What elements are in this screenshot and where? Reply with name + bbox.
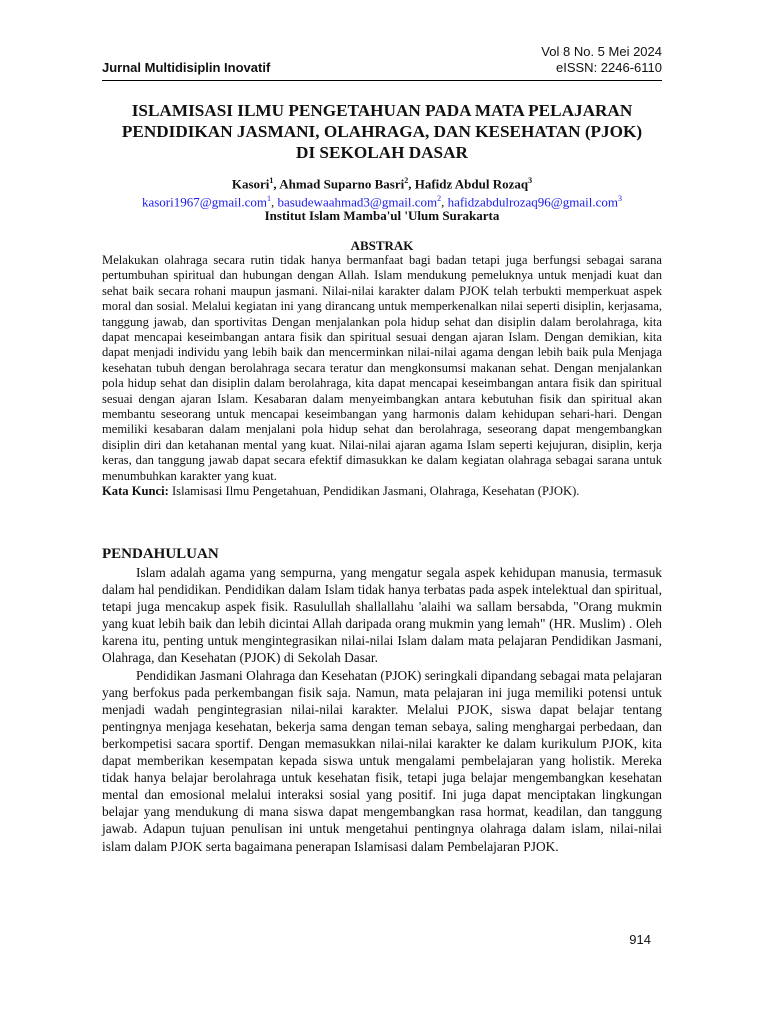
section-body [102, 564, 662, 855]
author-affiliation-mark: 2 [404, 176, 409, 185]
author-name: Kasori [231, 176, 270, 192]
email-affiliation-mark: 3 [618, 194, 623, 203]
abstract-body [102, 253, 662, 500]
paragraph: Islam adalah agama yang sempurna, yang mengatur segala aspek kehidupan manusia, termasuk dalam hal pendidikan. Pendidikan dalam Islam tidak hanya terbatas pada aspek intelektual dan spiritual, tetapi juga mencakup aspek fisik. Rasulullah shallallahu 'alaihi wa sallam bersabda, "Orang mukmin yang kuat lebih baik dan lebih dicintai Allah daripada orang mukmin yang lemah" (HR. Muslim) . Oleh karena itu, penting untuk mengintegrasikan nilai-nilai Islam dalam mata pelajaran Pendidikan Jasmani, Olahraga, dan Kesehatan (PJOK) di Sekolah Dasar. [102, 565, 662, 666]
email-link[interactable]: hafidzabdulrozaq96@gmail.com [447, 194, 619, 210]
email-list: kasori1967@gmail.com$^1$, basudewaahmad3@gmail.com$^2$, hafidzabdulrozaq96@gmail.com$^3$ [141, 194, 623, 210]
abstract-heading: ABSTRAK [350, 238, 414, 253]
title-line: DI SEKOLAH DASAR [296, 143, 468, 162]
issn-info: eISSN: 2246-6110 [556, 60, 662, 75]
abstract-text: Melakukan olahraga secara rutin tidak hanya bermanfaat bagi badan tetapi juga berfungsi sebagai sarana pertumbuhan spiritual dan hubungan dengan Allah. Islam mendukung pemeluknya untuk menjadi kuat dan sehat baik secara rohani maupun jasmani. Nilai-nilai karakter dalam PJOK telah terbukti memperkuat aspek moral dan sosial. Melalui kegiatan ini yang dirancang untuk memperkenalkan nilai seperti disiplin, kerjasama, tanggung jawab, dan sportivitas Dengan menjalankan pola hidup sehat dan disiplin dalam berolahraga, kita dapat mencapai keseimbangan antara fisik dan spiritual sesuai dengan ajaran Islam. Dengan demikian, kita dapat menjadi individu yang lebih baik dan mencerminkan nilai-nilai agama dengan lebih baik pula Menjaga kesehatan tubuh dengan berolahraga secara teratur dan mengkonsumsi makanan sehat. Dengan menjalankan pola hidup sehat dan disiplin dalam berolahraga, kita dapat mencapai keseimbangan antara fisik dan spiritual sesuai dengan ajaran Islam. Kesabaran dalam menyeimbangkan antara kebutuhan fisik dan spiritual akan membantu seseorang untuk mencapai keseimbangan yang harmonis dalam kehidupan sehari-hari. Dengan memiliki kesabaran dalam menjalani pola hidup sehat dan berolahraga, seseorang dapat mengembangkan disiplin diri dan ketahanan mental yang kuat. Nilai-nilai ajaran agama Islam seperti kejujuran, disiplin, kerja keras, dan tanggung jawab dapat secara efektif dimasukkan ke dalam kegiatan olahraga sebagai sarana untuk menumbuhkan karakter yang kuat. [102, 253, 662, 483]
email-affiliation-mark: 2 [437, 194, 442, 203]
section-heading: PENDAHULUAN [102, 546, 219, 562]
email-affiliation-mark: 1 [266, 194, 271, 203]
author-name: Ahmad Suparno Basri [279, 176, 405, 192]
author-name: Hafidz Abdul Rozaq [414, 176, 529, 192]
paragraph: Pendidikan Jasmani Olahraga dan Kesehatan (PJOK) seringkali dipandang sebagai mata pelajaran yang berfokus pada perkembangan fisik saja. Namun, mata pelajaran ini juga memiliki potensi untuk menjadi wadah pengintegrasian nilai-nilai karakter. Melalui PJOK, siswa dapat belajar tentang pentingnya menjaga kesehatan, bekerja sama dengan teman sebaya, saling menghargai perbedaan, dan berkompetisi sacara sportif. Dengan memasukkan nilai-nilai karakter ke dalam kurikulum PJOK, kita dapat memberikan kesempatan kepada siswa untuk mengalami pembelajaran yang holistik. Mereka tidak hanya belajar berolahraga untuk kesehatan fisik, tetapi juga belajar mengembangkan kesehatan mental dan emosional melalui interaksi sosial yang positif. Ini juga dapat menciptakan lingkungan belajar yang mendukung di mana siswa dapat mengembangkan rasa hormat, keadilan, dan tanggung jawab. Adapun tujuan penulisan ini untuk mengetahui pentingnya olahraga dalam islam, nilai-nilai islam dalam PJOK serta bagaimana penerapan Islamisasi dalam Pembelajaran PJOK. [102, 667, 662, 854]
title-line: ISLAMISASI ILMU PENGETAHUAN PADA MATA PELAJARAN [131, 101, 633, 120]
journal-name: Jurnal Multidisiplin Inovatif [102, 60, 271, 75]
header-rule [102, 80, 662, 81]
email-link[interactable]: kasori1967@gmail.com [141, 194, 267, 210]
paper-title [102, 100, 662, 163]
page-number: 914 [629, 932, 651, 947]
keywords-text: Islamisasi Ilmu Pengetahuan, Pendidikan Jasmani, Olahraga, Kesehatan (PJOK). [168, 484, 580, 499]
institution: Institut Islam Mamba'ul 'Ulum Surakarta [264, 208, 500, 223]
author-list: Kasori$^1$, Ahmad Suparno Basri$^2$, Hafidz Abdul Rozaq$^3$ [231, 176, 533, 192]
title-line: PENDIDIKAN JASMANI, OLAHRAGA, DAN KESEHATAN (PJOK) [121, 122, 643, 141]
author-affiliation-mark: 3 [528, 176, 533, 185]
author-affiliation-mark: 1 [269, 176, 274, 185]
email-link[interactable]: basudewaahmad3@gmail.com [277, 194, 438, 210]
keywords-label: Kata Kunci: [102, 484, 169, 499]
volume-info: Vol 8 No. 5 Mei 2024 [541, 44, 662, 59]
